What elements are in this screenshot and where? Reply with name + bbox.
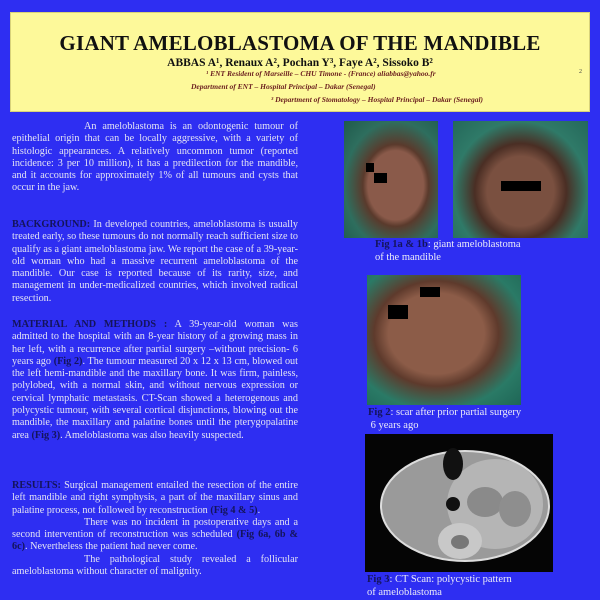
poster-title: GIANT AMELOBLASTOMA OF THE MANDIBLE (59, 31, 541, 55)
intro-text: An ameloblastoma is an odontogenic tumour of epithelial origin that can be locally aggressive, with a variety of histologic appearances. A relatively uncommon tumor (reported incidence: 3 per 10 million), it has a predilection for the mandible, and it accounts for approximately 1% of all tumours and cysts that occur in the jaw. (12, 121, 298, 194)
results-text: The pathological study revealed a follicular ameloblastoma without character of malignity. (12, 553, 298, 578)
fig-ref: (Fig 2) (53, 355, 83, 367)
fig3-caption (367, 574, 512, 599)
intro-section (12, 121, 298, 195)
methods-text: A 39-year-old woman was admitted to the hospital with an 8-year history of a growing mass in her left, with a recurrence after partial surgery –without precision- 6 years ago (12, 319, 298, 367)
background-text: In developed countries, ameloblastoma is usually treated early, so these tumours do not normally reach sufficient size to qualify as a giant ameloblastoma jaw. We report the case of a 39-year-old woman who had a massive recurrent ameloblastoma of the mandible. Our case is reported because of its rarity, size, and management in under-medicalized countries, which involved radical resection. (12, 219, 298, 304)
fig-ref: (Fig 6a, 6b & 6c) (12, 529, 298, 553)
fig1b-photo (453, 121, 588, 238)
methods-section (12, 319, 298, 442)
methods-text: . Ameloblastoma was also heavily suspected. (60, 429, 244, 441)
fig1-caption-text: of the mandible (375, 251, 441, 263)
fig2-caption-text: : scar after prior partial surgery (390, 407, 522, 418)
ct-scan-image (365, 434, 553, 572)
affiliation-3: ³ Department of Stomatology – Hospital Principal – Dakar (Senegal) (271, 95, 484, 104)
eye-censor-bar (501, 181, 541, 191)
results-text: . Nevertheless the patient had never come. (25, 541, 198, 553)
eye-censor-bar (420, 287, 440, 297)
fig1a-photo (344, 121, 438, 238)
fig3-caption-text: of ameloblastoma (367, 586, 442, 598)
eye-censor-bar (374, 173, 387, 183)
results-section (12, 480, 298, 578)
affiliation-2: Department of ENT – Hospital Principal – Dakar (Senegal) (191, 82, 376, 91)
results-text: There was no incident in postoperative days and a second intervention of reconstruction was scheduled (12, 516, 298, 541)
fig-ref: (Fig 4 & 5) (210, 504, 258, 516)
fig3-label: Fig 3 (367, 574, 390, 585)
authors: ABBAS A¹, Renaux A², Pochan Y³, Faye A², Sissoko B² (167, 57, 433, 69)
fig2-caption-text: 6 years ago (370, 419, 419, 431)
background-heading: BACKGROUND: (12, 219, 91, 230)
methods-text: . The tumour measured 20 x 12 x 13 cm, blowed out the left hemi-mandible and the maxillary bone. It was firm, painless, polylobed, with a normal skin, and without nervous expression or cervical lymphatic metastasis. CT-Scan showed a heterogenous and polycystic tumour, with several cortical disjunctions, blowing out the mandible, the maxillary and palatine bones until the pterygopalatine area (12, 355, 298, 441)
results-text: . (257, 504, 261, 516)
methods-heading: MATERIAL AND METHODS : (12, 319, 168, 330)
affiliation-number: 2 (579, 69, 582, 75)
eye-censor-bar (388, 305, 408, 319)
background-section (12, 219, 298, 305)
fig1-caption-text: : giant ameloblastoma (427, 239, 521, 250)
affiliation-1: ¹ ENT Resident of Marseille – CHU Timone - (France) aliabbas@yahoo.fr (206, 69, 436, 78)
results-text: Surgical management entailed the resection of the entire left mandible and right symphysis, a part of the maxillary sinus and palatine process, not followed by reconstruction (12, 480, 298, 516)
fig1-label: Fig 1a & 1b (375, 239, 428, 250)
fig-ref: (Fig 3) (31, 429, 61, 441)
fig2-caption (368, 407, 521, 432)
results-heading: RESULTS: (12, 480, 61, 491)
fig2-label: Fig 2 (368, 407, 391, 418)
fig2-photo (367, 275, 521, 405)
eye-censor-bar (366, 163, 374, 172)
fig3-ct-scan (365, 434, 553, 572)
fig1-caption (375, 239, 521, 264)
fig3-caption-text: : CT Scan: polycystic pattern (389, 574, 512, 585)
poster-header (10, 12, 590, 112)
